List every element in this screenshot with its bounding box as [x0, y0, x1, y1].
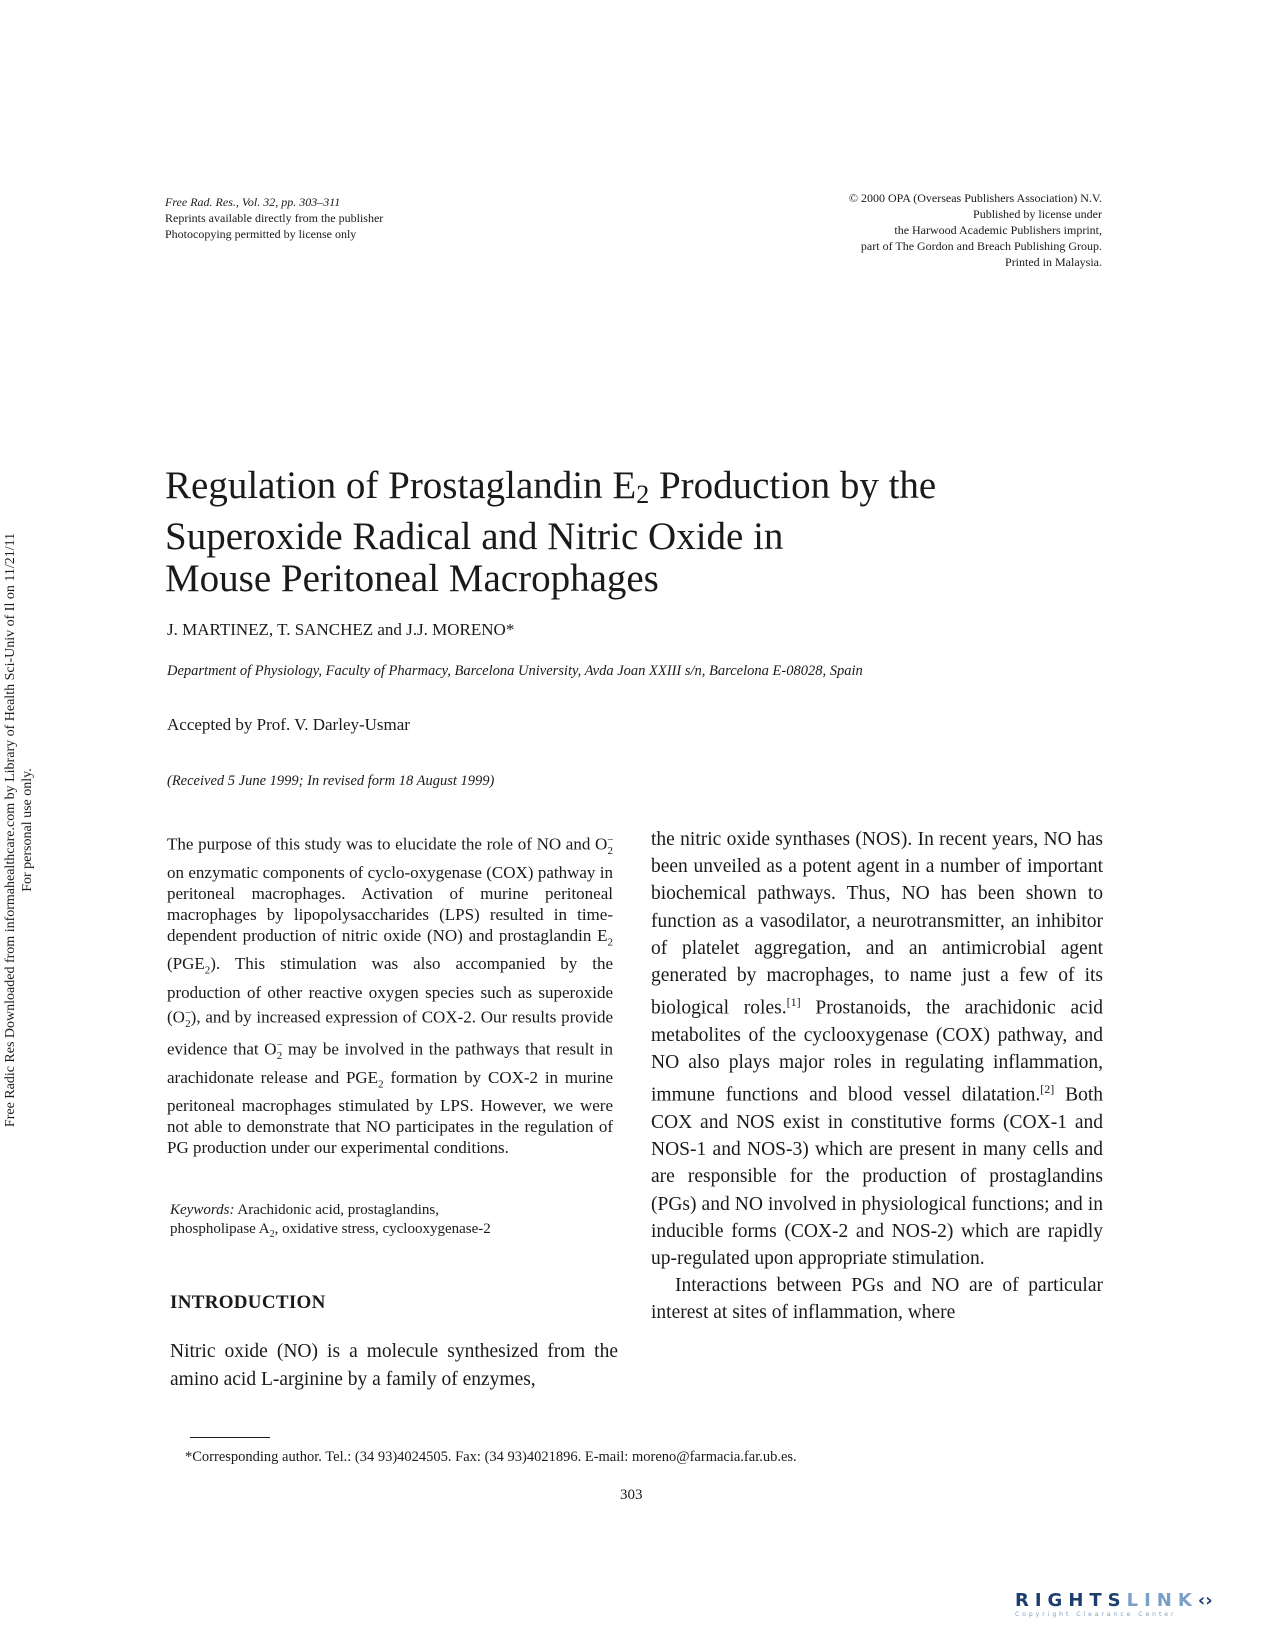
article-title — [165, 465, 1065, 600]
keywords-text: , oxidative stress, cyclooxygenase-2 — [274, 1221, 491, 1237]
publisher-line-1: © 2000 OPA (Overseas Publishers Association) N.V. — [848, 191, 1102, 205]
abstract-text: formation by COX-2 in murine peritoneal macrophages stimulated by LPS. However, we were not able to demonstrate that NO participates in the regulation of PG production under our experimental conditions. — [167, 1067, 613, 1158]
subscript: 2 — [607, 936, 613, 949]
logo-tail: LINK — [1126, 1590, 1198, 1611]
abstract-text: ). This stimulation was also accompanied by the production of other reactive oxygen species such as superoxide (O — [167, 954, 613, 1027]
publisher-line-4: part of The Gordon and Breach Publishing Group. — [860, 239, 1102, 253]
keywords-text: Arachidonic acid, prostaglandins, — [234, 1202, 439, 1218]
title-part-1: Regulation of Prostaglandin E — [165, 464, 637, 507]
accepted-by: Accepted by Prof. V. Darley-Usmar — [167, 715, 410, 734]
subscript: 2 — [204, 964, 211, 977]
rightslink-logo — [1015, 1590, 1255, 1620]
authors: J. MARTINEZ, T. SANCHEZ and J.J. MORENO* — [167, 620, 515, 639]
citation-line-3: Photocopying permitted by license only — [165, 227, 357, 241]
body-text: the nitric oxide synthases (NOS). In recent years, NO has been unveiled as a potent agent in a number of important biochemical pathways. Thus, NO has been shown to function as a vasodilator, a neurotransmitter, an inhibitor of platelet aggregation, and an antimicrobial agent generated by macrophages, to name just a few of its biological roles. — [651, 829, 1103, 1019]
publisher-info — [700, 190, 1102, 270]
journal-citation — [165, 194, 383, 242]
citation-line-1: Free Rad. Res., Vol. 32, pp. 303–311 — [165, 195, 341, 209]
citation-line-2: Reprints available directly from the publisher — [165, 211, 384, 225]
publisher-line-2: Published by license under — [973, 207, 1102, 221]
abstract — [167, 830, 613, 1158]
abstract-text: on enzymatic components of cyclo-oxygenase (COX) pathway in peritoneal macrophages. Activation of murine peritoneal macrophages by lipopolysaccharides (LPS) resulted in time-dependent production of nitric oxide (NO) and prostaglandin E — [167, 863, 613, 946]
subscript: 2 — [378, 1078, 384, 1091]
superscript: − — [607, 834, 614, 846]
publisher-line-3: the Harwood Academic Publishers imprint, — [894, 223, 1102, 237]
logo-chevrons-icon: ‹› — [1197, 1590, 1213, 1611]
title-part-2: Production by the — [649, 464, 937, 507]
footnote: *Corresponding author. Tel.: (34 93)4024505. Fax: (34 93)4021896. E-mail: moreno@farmacia.far.ub.es. — [185, 1449, 797, 1465]
title-line-2: Superoxide Radical and Nitric Oxide in — [165, 515, 784, 558]
logo-subtitle: Copyright Clearance Center — [1015, 1611, 1177, 1618]
section-heading: INTRODUCTION — [170, 1292, 326, 1313]
download-watermark — [2, 480, 36, 1180]
title-subscript: 2 — [636, 480, 650, 509]
watermark-line-1: Free Radic Res Downloaded from informahealthcare.com by Library of Health Sci-Univ of Il on 11/21/11 — [3, 532, 18, 1128]
citation-ref: [1] — [786, 995, 801, 1010]
keywords — [170, 1201, 610, 1244]
watermark-line-2: For personal use only. — [20, 768, 35, 892]
abstract-text: may be involved in the pathways that result in arachidonate release and PGE — [167, 1039, 613, 1087]
abstract-text: ), and by increased expression of COX-2. Our results provide evidence that O — [167, 1007, 613, 1059]
logo-main: RIGHTS — [1015, 1590, 1127, 1611]
body-text: Prostanoids, the arachidonic acid metabolites of the cyclooxygenase (COX) pathway, and NO also plays major roles in regulating inflammation, immune functions and blood vessel dilatation. — [651, 997, 1103, 1106]
footnote-rule — [190, 1437, 270, 1438]
superscript: − — [184, 1006, 192, 1019]
paragraph: Interactions between PGs and NO are of particular interest at sites of inflammation, where — [651, 1275, 1103, 1324]
subscript: 2 — [269, 1229, 275, 1240]
keywords-text: phospholipase A — [170, 1221, 270, 1237]
received-dates: (Received 5 June 1999; In revised form 18 August 1999) — [167, 773, 495, 789]
paragraph — [651, 826, 1103, 1272]
affiliation: Department of Physiology, Faculty of Pharmacy, Barcelona University, Avda Joan XXIII s/n, Barcelona E-08028, Spain — [167, 663, 863, 679]
abstract-text: The purpose of this study was to elucidate the role of NO and O — [167, 834, 608, 854]
abstract-text: (PGE — [167, 954, 205, 974]
citation-ref: [2] — [1040, 1082, 1055, 1097]
title-line-3: Mouse Peritoneal Macrophages — [165, 557, 659, 600]
publisher-line-5: Printed in Malaysia. — [1005, 255, 1102, 269]
right-column — [651, 826, 1103, 1327]
intro-paragraph: Nitric oxide (NO) is a molecule synthesized from the amino acid L-arginine by a family of enzymes, — [170, 1341, 618, 1390]
subscript: 2 — [185, 1017, 191, 1030]
body-text: Both COX and NOS exist in constitutive forms (COX-1 and NOS-1 and NOS-3) which are present in many cells and are responsible for the production of prostaglandins (PGs) and NO involved in physiological functions; and in inducible forms (COX-2 and NOS-2) which are rapidly up-regulated upon appropriate stimulation. — [651, 1084, 1103, 1270]
subscript: 2 — [276, 1049, 283, 1062]
page-number: 303 — [620, 1487, 643, 1503]
subscript: 2 — [607, 845, 613, 858]
superscript: − — [276, 1038, 283, 1051]
keywords-label: Keywords: — [170, 1202, 235, 1218]
